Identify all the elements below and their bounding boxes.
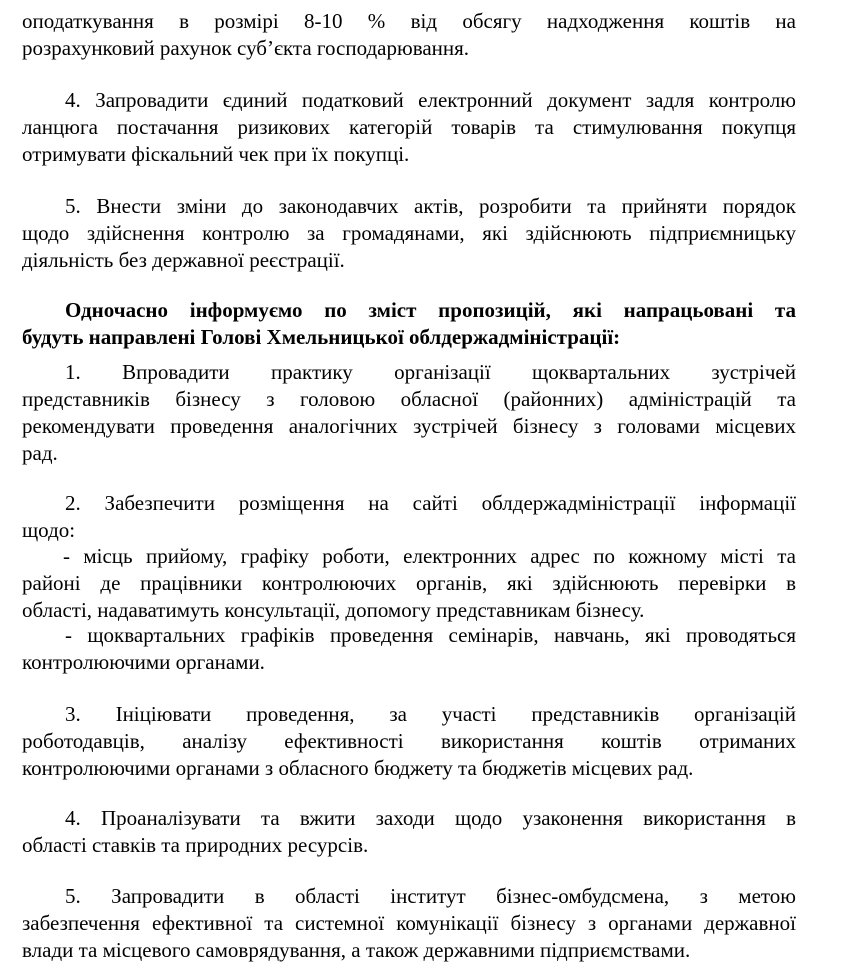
text-line: області ставків та природних ресурсів. [22,833,369,857]
text-line: 4. Проаналізувати та вжити заходи щодо узаконення використання в [65,806,796,830]
bullet-item [22,622,796,676]
text-line: влади та місцевого самоврядування, а також державними підприємствами. [22,938,691,962]
text-line: ланцюга постачання ризикових категорій товарів та стимулювання покупця [22,115,796,139]
text-line: розрахунковий рахунок суб’єкта господарювання. [22,36,470,60]
text-line: забезпечення ефективної та системної комунікації бізнесу з органами державної [22,911,796,935]
text-line: представників бізнесу з головою обласної (районних) адміністрацій та [22,387,796,411]
paragraph-proposal-2 [22,490,796,544]
text-line: 5. Внести зміни до законодавчих актів, розробити та прийняти порядок [65,194,796,218]
text-line: 1. Впровадити практику організації щоквартальних зустрічей [65,360,796,384]
text-line: районі де працівники контролюючих органів, які здійснюють перевірки в [22,571,796,595]
text-line: рад. [22,441,58,465]
paragraph-proposal-4 [22,805,796,859]
text-line: 3. Ініціювати проведення, за участі представників організацій [65,702,796,726]
bullet-item [22,543,796,624]
paragraph-item-5 [22,193,796,274]
text-line: отримувати фіскальний чек при їх покупці. [22,142,410,166]
text-line: щодо здійснення контролю за громадянами, які здійснюють підприємницьку [22,221,796,245]
heading-line: будуть направлені Голові Хмельницької облдержадміністрації: [22,325,621,349]
text-line: контролюючими органами. [22,650,265,674]
paragraph-proposal-3 [22,701,796,782]
text-line: 5. Запровадити в області інститут бізнес-омбудсмена, з метою [65,884,796,908]
paragraph-proposal-1 [22,359,796,467]
paragraph-intro [22,8,796,62]
text-line: щодо: [22,518,76,542]
text-line: роботодавців, аналізу ефективності використання коштів отриманих [22,729,796,753]
text-line: 2. Забезпечити розміщення на сайті облдержадміністрації інформації [65,491,796,515]
section-heading [22,297,796,351]
text-line: 4. Запровадити єдиний податковий електронний документ задля контролю [65,88,796,112]
heading-line: Одночасно інформуємо по зміст пропозицій, які напрацьовані та [65,298,796,322]
text-line: рекомендувати проведення аналогічних зустрічей бізнесу з головами місцевих [22,414,796,438]
text-line: - місць прийому, графіку роботи, електронних адрес по кожному місті та [63,544,796,568]
text-line: області, надаватимуть консультації, допомогу представникам бізнесу. [22,598,645,622]
text-line: контролюючими органами з обласного бюджету та бюджетів місцевих рад. [22,756,694,780]
paragraph-item-4 [22,87,796,168]
text-line: діяльність без державної реєстрації. [22,248,345,272]
text-line: - щоквартальних графіків проведення семінарів, навчань, які проводяться [65,623,796,647]
paragraph-proposal-5 [22,883,796,964]
text-line: оподаткування в розмірі 8-10 % від обсягу надходження коштів на [22,9,796,33]
